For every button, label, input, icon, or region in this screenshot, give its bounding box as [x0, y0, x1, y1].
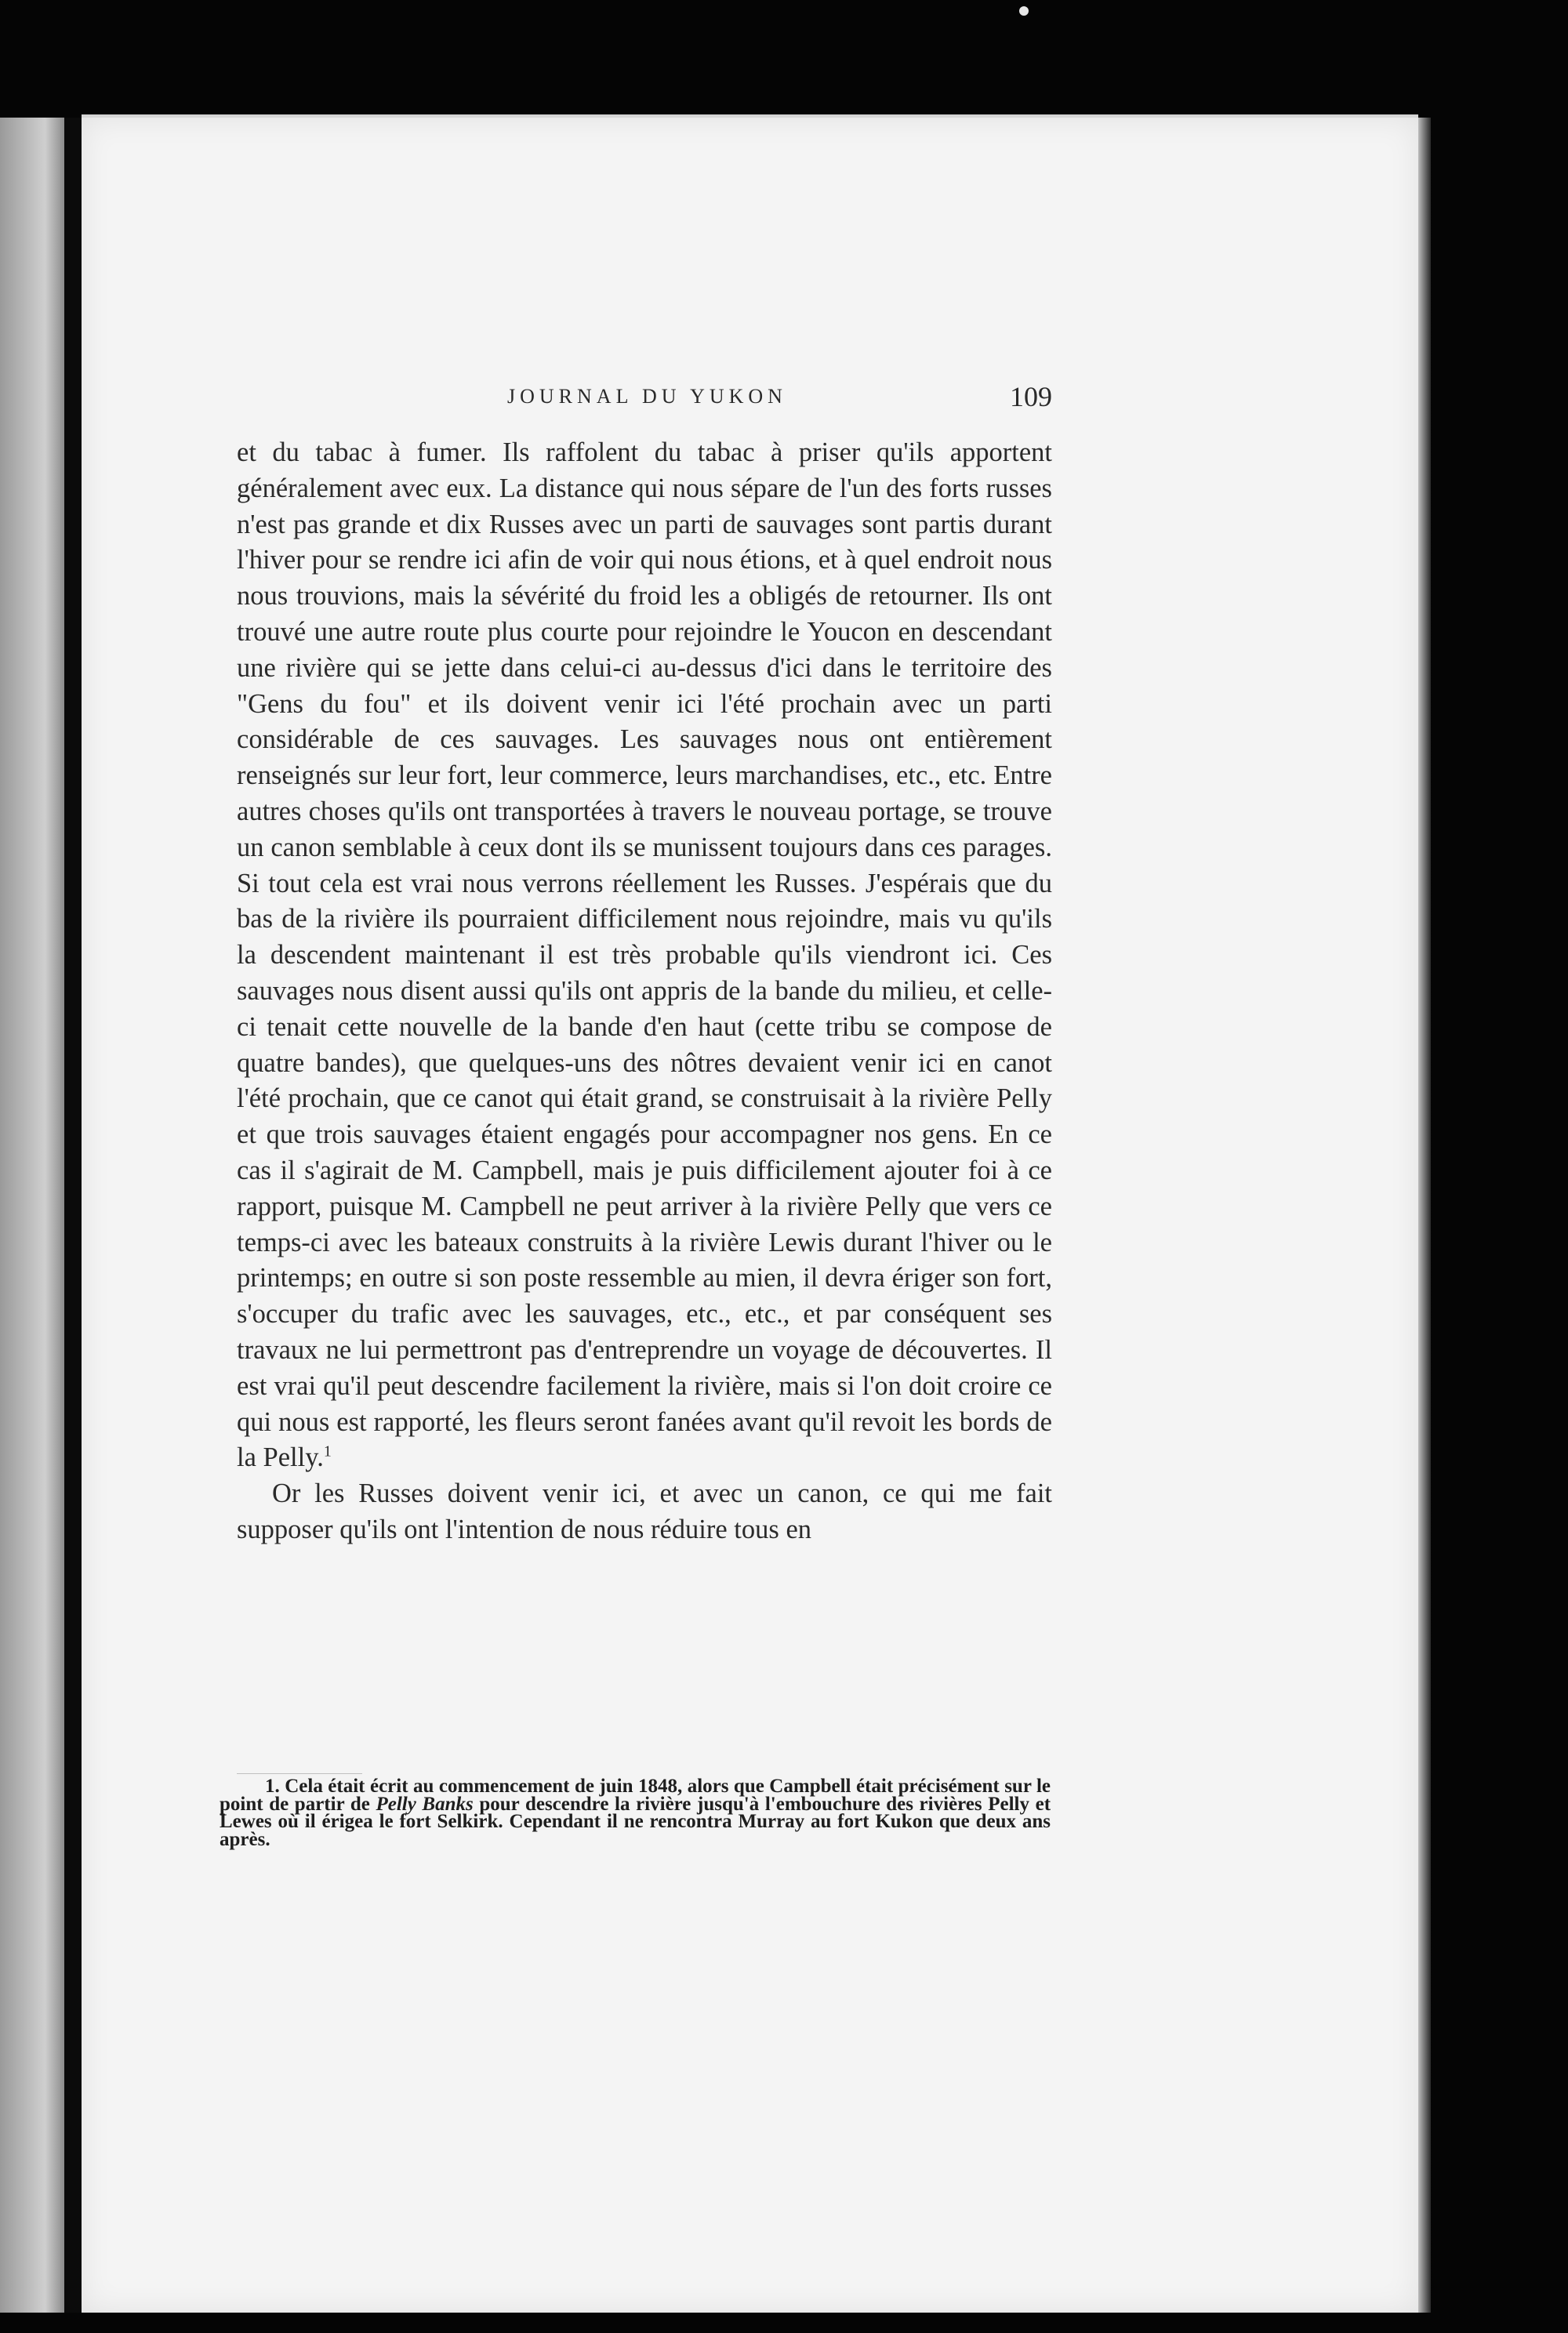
previous-page-edge [0, 118, 64, 2313]
book-gutter [64, 118, 82, 2313]
running-head: JOURNAL DU YUKON [507, 385, 787, 408]
paragraph-1-text: et du tabac à fumer. Ils raffolent du tabac à priser qu'ils apportent généralement avec eux. La distance qui nous sépare de l'un des forts russes n'est pas grande et dix Russes avec un parti de sauvages sont partis durant l'hiver pour se rendre ici afin de voir qui nous étions, et à quel endroit nous nous trouvions, mais la sévérité du froid les a obligés de retourner. Ils ont trouvé une autre route plus courte pour rejoindre le Youcon en descendant une rivière qui se jette dans celui-ci au-dessus d'ici dans le territoire des "Gens du fou" et ils doivent venir ici l'été prochain avec un parti considérable de ces sauvages. Les sauvages nous ont entièrement renseignés sur leur fort, leur commerce, leurs marchandises, etc., etc. Entre autres choses qu'ils ont transportées à travers le nouveau portage, se trouve un canon semblable à ceux dont ils se munissent toujours dans ces parages. Si tout cela est vrai nous verrons réellement les Russes. J'espérais que du bas de la rivière ils pourraient difficilement nous rejoindre, mais vu qu'ils la descendent maintenant il est très probable qu'ils viendront ici. Ces sauvages nous disent aussi qu'ils ont appris de la bande du milieu, et celle-ci tenait cette nouvelle de la bande d'en haut (cette tribu se compose de quatre bandes), que quelques-uns des nôtres devaient venir ici en canot l'été prochain, que ce canot qui était grand, se construisait à la rivière Pelly et que trois sauvages étaient engagés pour accompagner nos gens. En ce cas il s'agirait de M. Campbell, mais je puis difficilement ajouter foi à ce rapport, puisque M. Campbell ne peut arriver à la rivière Pelly que vers ce temps-ci avec les bateaux construits à la rivière Lewis durant l'hiver ou le printemps; en outre si son poste ressemble au mien, il devra ériger son fort, s'occuper du trafic avec les sauvages, etc., etc., et par conséquent ses travaux ne lui permettront pas d'entreprendre un voyage de découvertes. Il est vrai qu'il peut descendre facilement la rivière, mais si l'on doit croire ce qui nous est rapporté, les fleurs seront fanées avant qu'il revoit les bords de la Pelly. [237, 437, 1052, 1473]
footnote-place-name: Pelly Banks [376, 1793, 474, 1815]
paragraph-2: Or les Russes doivent venir ici, et avec un canon, ce qui me fait supposer qu'ils ont l'intention de nous réduire tous en [237, 1479, 1052, 1544]
scan-artifact-dot [1019, 6, 1029, 16]
page-right-edge [1418, 118, 1431, 2313]
footnote-reference: 1 [323, 1442, 332, 1460]
page-number: 109 [1010, 381, 1052, 412]
footnote-text-after: pour descendre la rivière jusqu'à l'embouchure des rivières Pelly et Lewes où il érigea le fort Selkirk. Cependant il ne rencontra Murray au fort Kukon que deux ans après. [220, 1793, 1051, 1850]
footnote [220, 1778, 1051, 1849]
paragraph-1 [237, 435, 1052, 1476]
footnote-number: 1. [265, 1776, 280, 1797]
footnote-text-before: Cela était écrit au commencement de juin 1848, alors que Campbell était précisément sur le point de partir de [220, 1776, 1051, 1815]
body-text [237, 435, 1052, 1548]
page-header [237, 380, 1052, 427]
footnote-rule [237, 1773, 362, 1774]
